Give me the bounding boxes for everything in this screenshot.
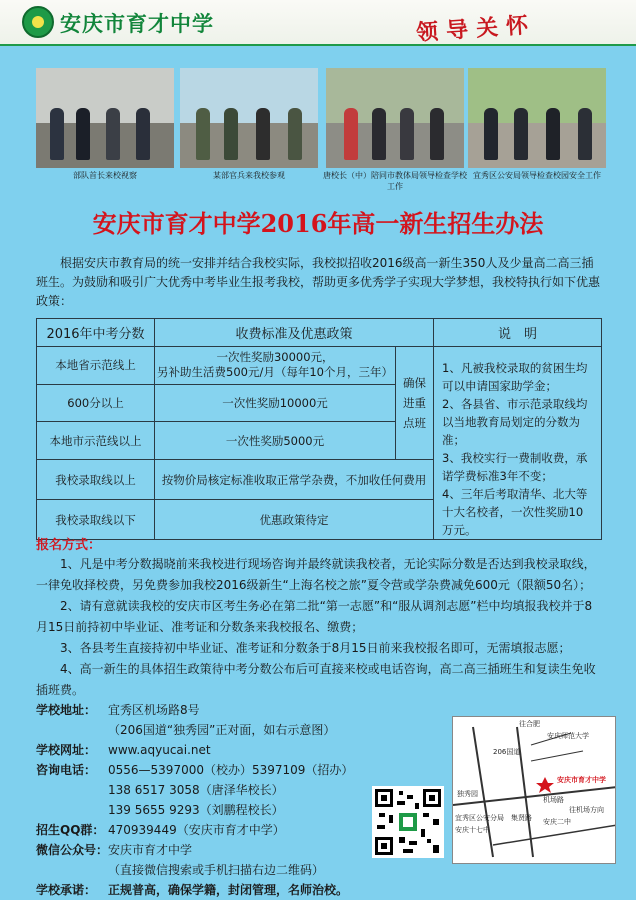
website-link[interactable]: www.aqyucai.net	[108, 743, 211, 757]
table-cell-score: 本地市示范线以上	[37, 422, 155, 460]
table-header-policy: 收费标准及优惠政策	[155, 319, 434, 347]
photo-caption: 部队首长来校视察	[73, 171, 137, 180]
photo-caption: 某部官兵来我校参观	[213, 171, 285, 180]
registration-item: 2、请有意就读我校的安庆市区考生务必在第二批“第一志愿”和“服从调剂志愿”栏中均填报我校并于8月15日前持初中毕业证、准考证和分数条来我校报名、缴费；	[36, 599, 593, 634]
registration-item: 1、凡是中考分数揭晓前来我校进行现场咨询并最终就读我校者，无论实际分数是否达到我校录取线，一律免收择校费，另免费参加我校2016级新生“上海名校之旅”夏令营或学杂费减免600元（限额50名）；	[36, 557, 596, 592]
location-map	[452, 716, 616, 864]
photo-caption: 宜秀区公安局领导检查校园安全工作	[473, 171, 601, 180]
table-cell-policy: 按物价局核定标准收取正常学杂费，不加收任何费用	[155, 460, 434, 500]
notes-cell	[434, 347, 602, 540]
registration-list	[36, 554, 602, 701]
table-header-score: 2016年中考分数	[37, 319, 155, 347]
address-note: （206国道“独秀园”正对面，如右示意图）	[108, 723, 336, 737]
qq-label: 招生QQ群：	[36, 823, 105, 837]
map-label: 宜秀区公安分局	[455, 814, 504, 822]
school-name: 安庆市育才中学	[60, 11, 214, 36]
map-label: 安庆二中	[543, 818, 571, 826]
wechat-label: 微信公众号：	[36, 843, 109, 857]
school-logo-icon	[22, 6, 54, 38]
table-cell-score: 本地省示范线上	[37, 347, 155, 385]
table-cell-score: 600分以上	[37, 384, 155, 422]
map-label: 往合肥	[519, 720, 540, 728]
registration-item: 4、高一新生的具体招生政策待中考分数公布后可直接来校或电话咨询，高二高三插班生和复读生免收插班费。	[36, 662, 596, 697]
care-title: 领导关怀	[415, 11, 537, 47]
map-label: 机场路	[543, 796, 564, 804]
table-header-notes: 说 明	[434, 319, 602, 347]
table-cell-score: 我校录取线以上	[37, 460, 155, 500]
photo-caption: 唐校长（中）陪同市教体局领导检查学校工作	[323, 171, 467, 191]
note-item: 3、我校实行一费制收费，承诺学费标准3年不变；	[442, 451, 588, 483]
map-label: 安庆师范大学	[547, 732, 589, 740]
registration-title: 报名方式：	[36, 538, 102, 553]
note-item: 2、各县省、市示范录取线均以当地教育局划定的分数为准；	[442, 397, 588, 447]
phone-office: 0556—5397000（校办）5397109（招办）	[108, 763, 354, 777]
wechat-note: （直接微信搜索或手机扫描右边二维码）	[108, 863, 325, 877]
photo-education-bureau	[326, 68, 464, 168]
policy-line: 另补助生活费500元/月（每年10个月，三年）	[157, 365, 393, 380]
table-cell-policy: 一次性奖励5000元	[155, 422, 396, 460]
table-cell-policy: 优惠政策待定	[155, 500, 434, 540]
registration-item: 3、各县考生直接持初中毕业证、准考证和分数条于8月15日前来我校报名即可，无需填报志愿；	[60, 641, 571, 655]
note-item: 4、三年后考取清华、北大等十大名校者，一次性奖励10万元。	[442, 487, 588, 537]
promise-text: 正规普高，确保学籍，封闭管理，名师治校。	[108, 883, 349, 897]
table-cell-policy	[155, 347, 396, 385]
policy-line: 一次性奖励30000元，	[216, 350, 334, 365]
promise-label: 学校承诺：	[36, 883, 97, 897]
phone-principal-tang: 138 6517 3058（唐泽华校长）	[108, 783, 284, 797]
header-bar	[0, 0, 636, 46]
table-row	[37, 347, 602, 385]
page-title: 安庆市育才中学2016年高一新生招生办法	[92, 209, 544, 238]
website-label: 学校网址：	[36, 743, 97, 757]
photo-strip	[36, 68, 606, 191]
phone-label: 咨询电话：	[36, 763, 97, 777]
address-value: 宜秀区机场路8号	[108, 703, 200, 717]
map-label: 往机场方向	[569, 806, 604, 814]
phone-principal-liu: 139 5655 9293（刘鹏程校长）	[108, 803, 284, 817]
map-label: 独秀园	[457, 790, 478, 798]
qq-group: 470939449（安庆市育才中学）	[108, 823, 285, 837]
map-label: 安庆市育才中学	[557, 776, 606, 784]
photo-officer-visit	[180, 68, 318, 168]
map-label: 集贤路	[511, 814, 532, 822]
photo-police-check	[468, 68, 606, 168]
table-cell-policy: 一次性奖励10000元	[155, 384, 396, 422]
note-item: 1、凡被我校录取的贫困生均可以申请国家助学金；	[442, 361, 588, 393]
policy-table	[36, 318, 602, 540]
guarantee-cell: 确保进重点班	[396, 347, 434, 460]
table-cell-score: 我校录取线以下	[37, 500, 155, 540]
intro-paragraph: 根据安庆市教育局的统一安排并结合我校实际，我校拟招收2016级高一新生350人及少量高二高三插班生。为鼓励和吸引广大优秀中考毕业生报考我校，帮助更多优秀学子实现大学梦想，我校特执行如下优惠政策：	[36, 256, 601, 308]
map-label: 206国道	[493, 748, 521, 756]
wechat-qr-code-icon[interactable]	[372, 786, 444, 858]
address-label: 学校地址：	[36, 703, 97, 717]
photo-military-visit	[36, 68, 174, 168]
map-label: 安庆十七中	[455, 826, 490, 834]
wechat-account: 安庆市育才中学	[108, 843, 193, 857]
